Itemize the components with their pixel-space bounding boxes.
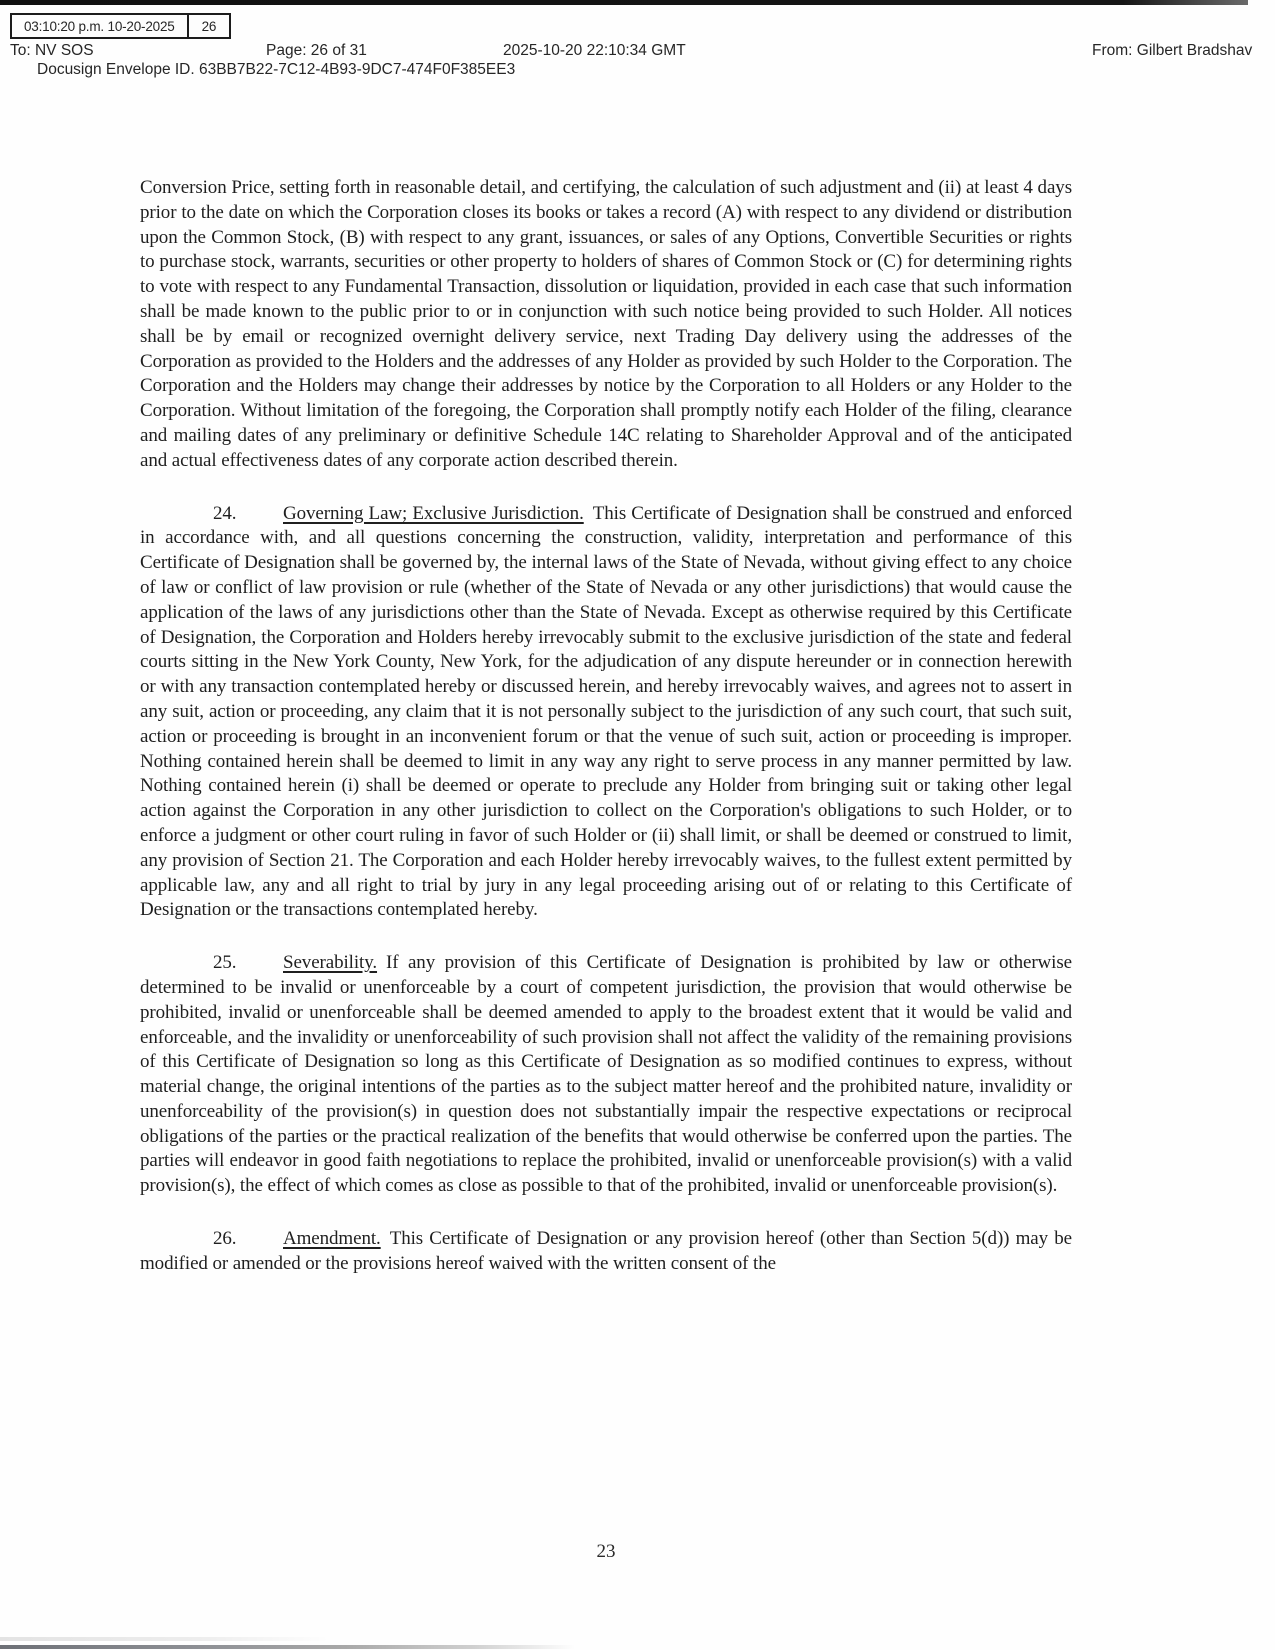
fax-timestamp: 03:10:20 p.m. 10-20-2025 [24, 18, 175, 34]
section-24-text: This Certificate of Designation shall be construed and enforced in accordance with, and all questions concerning the construction, validity, interpretation and performance of this Certificate of Designation shall be governed by, the internal laws of the State of Nevada, without giving effect to any choice of law or conflict of law provision or rule (whether of the State of Nevada or any other jurisdictions) that would cause the application of the laws of any jurisdictions other than the State of Nevada. Except as otherwise required by this Certificate of Designation, the Corporation and Holders hereby irrevocably submit to the exclusive jurisdiction of the state and federal courts sitting in the New York County, New York, for the adjudication of any dispute hereunder or in connection herewith or with any transaction contemplated hereby or discussed herein, and hereby irrevocably waives, and agrees not to assert in any suit, action or proceeding, any claim that it is not personally subject to the jurisdiction of any such court, that such suit, action or proceeding is brought in an inconvenient forum or that the venue of such suit, action or proceeding is improper. Nothing contained herein shall be deemed to limit in any way any right to serve process in any manner permitted by law. Nothing contained herein (i) shall be deemed or operate to preclude any Holder from bringing suit or taking other legal action against the Corporation in any other jurisdiction to collect on the Corporation's obligations to such Holder, or to enforce a judgment or other court ruling in favor of such Holder or (ii) shall limit, or shall be deemed or construed to limit, any provision of Section 21. The Corporation and each Holder hereby irrevocably waives, to the fullest extent permitted by applicable law, any and all right to trial by jury in any legal proceeding arising out of or relating to this Certificate of Designation or the transactions contemplated hereby. [140, 502, 1072, 921]
fax-timestamp-box [10, 13, 231, 39]
section-26-heading: Amendment. [283, 1228, 381, 1250]
fax-to-label: To: NV SOS [10, 42, 94, 59]
scan-artifact-bottom-bar [0, 1645, 575, 1649]
fax-page-info: Page: 26 of 31 [266, 42, 367, 59]
document-body [140, 176, 1072, 1305]
section-26-number: 26. [213, 1228, 237, 1250]
docusign-envelope-id: Docusign Envelope ID. 63BB7B22-7C12-4B93-9DC7-474F0F385EE3 [37, 61, 516, 78]
scan-artifact-bottom-smudge [0, 1637, 330, 1641]
section-25-number: 25. [213, 952, 237, 974]
section-25-paragraph [140, 951, 1072, 1199]
section-25-heading: Severability. [283, 952, 378, 974]
continuation-paragraph-text: Conversion Price, setting forth in reasonable detail, and certifying, the calculation of such adjustment and (ii) at least 4 days prior to the date on which the Corporation closes its books or takes a record (A) with respect to any dividend or distribution upon the Common Stock, (B) with respect to any grant, issuances, or sales of any Options, Convertible Securities or rights to purchase stock, warrants, securities or other property to holders of shares of Common Stock or (C) for determining rights to vote with respect to any Fundamental Transaction, dissolution or liquidation, provided in each case that such information shall be made known to the public prior to or in conjunction with such notice being provided to such Holder. All notices shall be by email or recognized overnight delivery service, next Trading Day delivery using the addresses of the Corporation as provided to the Holders and the addresses of any Holder as provided by such Holder to the Corporation. The Corporation and the Holders may change their addresses by notice by the Corporation to all Holders or any Holder to the Corporation. Without limitation of the foregoing, the Corporation shall promptly notify each Holder of the filing, clearance and mailing dates of any preliminary or definitive Schedule 14C relating to Shareholder Approval and of the anticipated and actual effectiveness dates of any corporate action described therein. [140, 177, 1072, 471]
fax-datetime-gmt: 2025-10-20 22:10:34 GMT [503, 42, 686, 59]
section-25-text: If any provision of this Certificate of Designation is prohibited by law or otherwise determined to be invalid or unenforceable by a court of competent jurisdiction, the provision that would otherwise be prohibited, invalid or unenforceable shall be deemed amended to apply to the broadest extent that it would be valid and enforceable, and the invalidity or unenforceability of such provision shall not affect the validity of the remaining provisions of this Certificate of Designation so long as this Certificate of Designation as so modified continues to express, without material change, the original intentions of the parties as to the subject matter hereof and the prohibited nature, invalidity or unenforceability of the provision(s) in question does not substantially impair the respective expectations or reciprocal obligations of the parties or the practical realization of the benefits that would otherwise be conferred upon the parties. The parties will endeavor in good faith negotiations to replace the prohibited, invalid or unenforceable provision(s) with a valid provision(s), the effect of which comes as close as possible to that of the prohibited, invalid or unenforceable provision(s). [140, 952, 1072, 1197]
section-24-heading: Governing Law; Exclusive Jurisdiction. [283, 502, 584, 524]
scan-artifact-top-bar [0, 0, 1248, 5]
fax-page-stamp: 26 [187, 15, 230, 37]
continuation-paragraph [140, 176, 1072, 474]
section-24-paragraph [140, 502, 1072, 924]
page-number-footer: 23 [596, 1541, 616, 1562]
section-26-text: This Certificate of Designation or any provision hereof (other than Section 5(d)) may be modified or amended or the provisions hereof waived with the written consent of the [140, 1228, 1072, 1274]
section-26-paragraph [140, 1227, 1072, 1277]
section-24-number: 24. [213, 502, 237, 524]
fax-from-label: From: Gilbert Bradshav [1092, 42, 1253, 59]
